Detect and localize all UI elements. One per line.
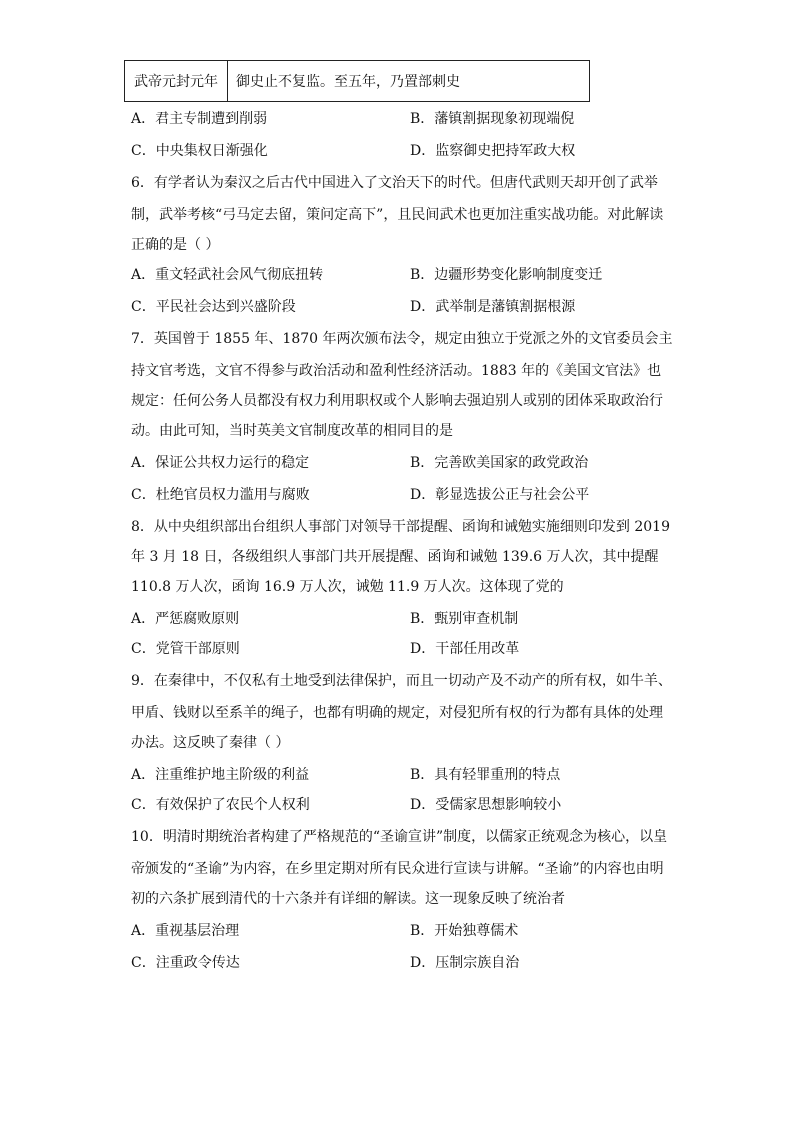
q7-stem-line: 动。由此可知，当时英美文官制度改革的相同目的是 bbox=[131, 423, 453, 439]
q5-option-d[interactable]: D．监察御史把持军政大权 bbox=[410, 143, 576, 159]
q5-option-b[interactable]: B．藩镇割据现象初现端倪 bbox=[410, 111, 575, 127]
q7-stem-line: 规定：任何公务人员都没有权力利用职权或个人影响去强迫别人或别的团体采取政治行 bbox=[131, 393, 663, 409]
q10-stem-line: 10．明清时期统治者构建了严格规范的“圣谕宣讲”制度，以儒家正统观念为核心，以皇 bbox=[131, 829, 668, 845]
q7-option-a[interactable]: A．保证公共权力运行的稳定 bbox=[131, 455, 310, 471]
q10-option-c[interactable]: C．注重政令传达 bbox=[131, 955, 240, 971]
q10-option-d[interactable]: D．压制宗族自治 bbox=[410, 955, 520, 971]
q8-option-a[interactable]: A．严惩腐败原则 bbox=[131, 611, 240, 627]
q10-option-b[interactable]: B．开始独尊儒术 bbox=[410, 923, 519, 939]
q9-stem-line: 甲盾、钱财以至系羊的绳子，也都有明确的规定，对侵犯所有权的行为都有具体的处理 bbox=[131, 705, 663, 721]
q7-option-d[interactable]: D．彰显选拔公正与社会公平 bbox=[410, 487, 590, 503]
q5-option-a[interactable]: A．君主专制遭到削弱 bbox=[131, 111, 268, 127]
q7-stem-line: 7．英国曾于 1855 年、1870 年两次颁布法令，规定由独立于党派之外的文官委员会主 bbox=[131, 331, 673, 347]
q8-stem-line: 110.8 万人次，函询 16.9 万人次，诫勉 11.9 万人次。这体现了党的 bbox=[131, 579, 564, 595]
q7-option-b[interactable]: B．完善欧美国家的政党政治 bbox=[410, 455, 589, 471]
q6-option-c[interactable]: C．平民社会达到兴盛阶段 bbox=[131, 299, 296, 315]
q10-stem-line: 帝颁发的“圣谕”为内容，在乡里定期对所有民众进行宣读与讲解。“圣谕”的内容也由明 bbox=[131, 861, 664, 877]
q10-option-a[interactable]: A．重视基层治理 bbox=[131, 923, 240, 939]
q9-stem-line: 办法。这反映了秦律（ ） bbox=[131, 735, 290, 751]
q7-option-c[interactable]: C．杜绝官员权力滥用与腐败 bbox=[131, 487, 310, 503]
q9-option-d[interactable]: D．受儒家思想影响较小 bbox=[410, 797, 562, 813]
table-cell-year: 武帝元封元年 bbox=[125, 61, 228, 101]
history-table bbox=[124, 60, 590, 102]
q6-option-a[interactable]: A．重文轻武社会风气彻底扭转 bbox=[131, 267, 324, 283]
q9-option-a[interactable]: A．注重维护地主阶级的利益 bbox=[131, 767, 310, 783]
q6-stem-line: 制，武举考核“弓马定去留，策问定高下”，且民间武术也更加注重实战功能。对此解读 bbox=[131, 207, 664, 223]
q8-option-b[interactable]: B．甄别审查机制 bbox=[410, 611, 519, 627]
q7-stem-line: 持文官考选，文官不得参与政治活动和盈利性经济活动。1883 年的《美国文官法》也 bbox=[131, 363, 662, 379]
q6-option-b[interactable]: B．边疆形势变化影响制度变迁 bbox=[410, 267, 603, 283]
q9-option-b[interactable]: B．具有轻罪重刑的特点 bbox=[410, 767, 561, 783]
q6-stem-line: 正确的是（ ） bbox=[131, 237, 220, 253]
q8-option-d[interactable]: D．干部任用改革 bbox=[410, 641, 520, 657]
q8-stem-line: 年 3 月 18 日，各级组织人事部门共开展提醒、函询和诫勉 139.6 万人次，其中提醒 bbox=[131, 549, 659, 565]
q9-option-c[interactable]: C．有效保护了农民个人权利 bbox=[131, 797, 310, 813]
q10-stem-line: 初的六条扩展到清代的十六条并有详细的解读。这一现象反映了统治者 bbox=[131, 891, 565, 907]
q5-option-c[interactable]: C．中央集权日渐强化 bbox=[131, 143, 268, 159]
q6-option-d[interactable]: D．武举制是藩镇割据根源 bbox=[410, 299, 576, 315]
q8-stem-line: 8．从中央组织部出台组织人事部门对领导干部提醒、函询和诫勉实施细则印发到 2019 bbox=[131, 519, 670, 535]
q9-stem-line: 9．在秦律中，不仅私有土地受到法律保护，而且一切动产及不动产的所有权，如牛羊、 bbox=[131, 673, 672, 689]
table-cell-event: 御史止不复监。至五年，乃置部刺史 bbox=[236, 74, 460, 90]
q6-stem-line: 6．有学者认为秦汉之后古代中国进入了文治天下的时代。但唐代武则天却开创了武举 bbox=[131, 175, 658, 191]
q8-option-c[interactable]: C．党管干部原则 bbox=[131, 641, 240, 657]
